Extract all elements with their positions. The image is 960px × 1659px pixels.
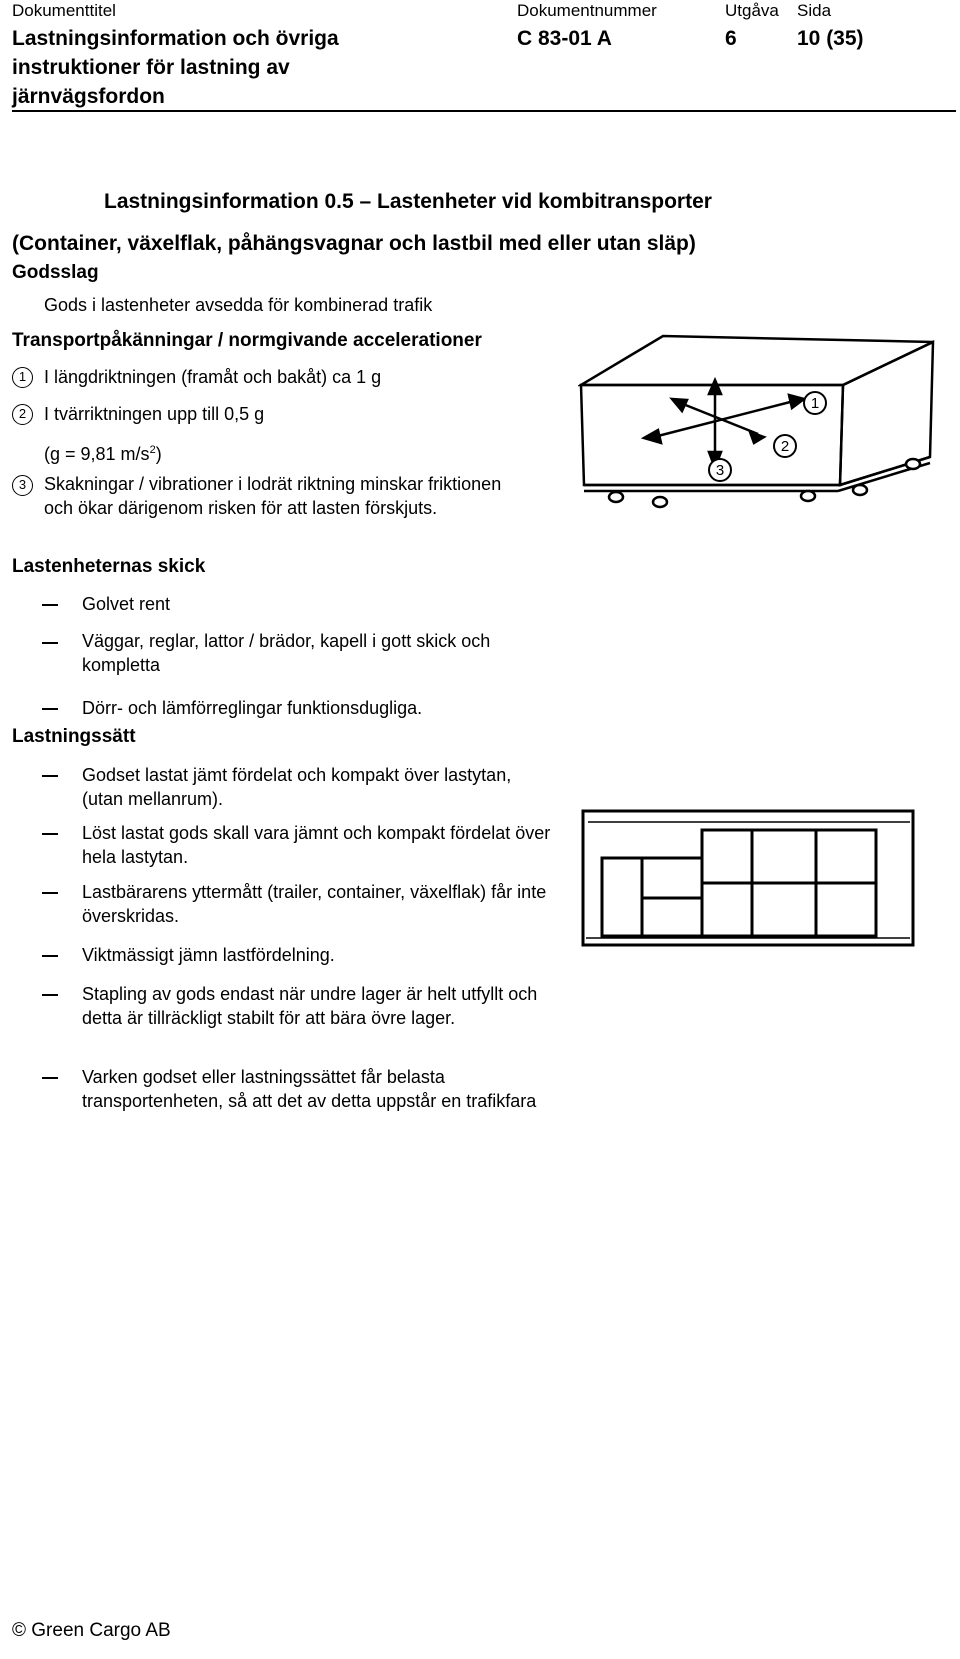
g-note: [44, 438, 162, 466]
footer-copyright: © Green Cargo AB: [12, 1620, 171, 1641]
number-circle: 3: [12, 475, 33, 496]
document-header: [12, 0, 956, 112]
dash-bullet: [42, 604, 58, 606]
skick-item: Dörr- och lämförreglingar funktionsdugliga.: [82, 698, 423, 718]
doc-title: [12, 24, 339, 111]
skick-title: Lastenheternas skick: [12, 556, 206, 577]
doc-title-line: instruktioner för lastning av: [12, 56, 290, 79]
figure-label-3: 3: [715, 462, 725, 479]
lastningssatt-item: Viktmässigt jämn lastfördelning.: [82, 945, 335, 965]
doc-number: C 83-01 A: [517, 27, 612, 50]
page-number: 10 (35): [797, 27, 864, 50]
number-circle: 1: [12, 367, 33, 388]
dash-bullet: [42, 775, 58, 777]
edition: 6: [725, 27, 737, 50]
godsslag-text: Gods i lastenheter avsedda för kombinerad trafik: [44, 295, 433, 315]
lastningssatt-title: Lastningssätt: [12, 726, 136, 747]
dash-bullet: [42, 994, 58, 996]
figure-label-1: 1: [810, 395, 820, 412]
g-note-suffix: ): [155, 444, 162, 464]
lastningssatt-item: Godset lastat jämt fördelat och kompakt över lastytan, (utan mellanrum).: [82, 765, 512, 809]
header-rule: [12, 110, 956, 112]
lastningssatt-item: Löst lastat gods skall vara jämnt och kompakt fördelat över hela lastytan.: [82, 823, 551, 867]
number-circle: 2: [12, 404, 33, 425]
transport-item: Skakningar / vibrationer i lodrät riktning minskar friktionen och ökar därigenom risken för att lasten förskjuts.: [44, 474, 502, 518]
transport-item: I tvärriktningen upp till 0,5 g: [44, 404, 265, 424]
section-heading: Lastningsinformation 0.5 – Lastenheter vid kombitransporter: [104, 190, 712, 213]
g-note-prefix: (g = 9,81 m/s: [44, 444, 150, 464]
dash-bullet: [42, 708, 58, 710]
g-note-superscript: 2: [149, 444, 156, 456]
dash-bullet: [42, 1077, 58, 1079]
doc-title-line: järnvägsfordon: [12, 85, 165, 108]
dash-bullet: [42, 892, 58, 894]
figure-label-2: 2: [780, 438, 790, 455]
doc-number-label: Dokumentnummer: [517, 1, 657, 20]
page-label: Sida: [797, 1, 832, 20]
dash-bullet: [42, 642, 58, 644]
section-subheading: (Container, växelflak, påhängsvagnar och lastbil med eller utan släp): [12, 232, 696, 255]
lastningssatt-item: Varken godset eller lastningssättet får belasta transportenheten, så att det av detta uppstår en trafikfara: [82, 1067, 537, 1111]
loading-platform-figure: [580, 808, 920, 954]
dash-bullet: [42, 833, 58, 835]
skick-item: Golvet rent: [82, 594, 171, 614]
lastningssatt-item: Stapling av gods endast när undre lager är helt utfyllt och detta är tillräckligt stabilt för att bära övre lager.: [82, 984, 538, 1028]
container-acceleration-figure: [578, 330, 950, 535]
transport-item: I längdriktningen (framåt och bakåt) ca 1 g: [44, 367, 382, 387]
skick-item: Väggar, reglar, lattor / brädor, kapell i gott skick och kompletta: [82, 631, 491, 675]
transport-title: Transportpåkänningar / normgivande accelerationer: [12, 330, 482, 351]
doc-title-label: Dokumenttitel: [12, 1, 116, 20]
dash-bullet: [42, 955, 58, 957]
godsslag-title: Godsslag: [12, 262, 99, 283]
lastningssatt-item: Lastbärarens yttermått (trailer, container, växelflak) får inte överskridas.: [82, 882, 547, 926]
edition-label: Utgåva: [725, 1, 779, 20]
doc-title-line: Lastningsinformation och övriga: [12, 27, 339, 50]
